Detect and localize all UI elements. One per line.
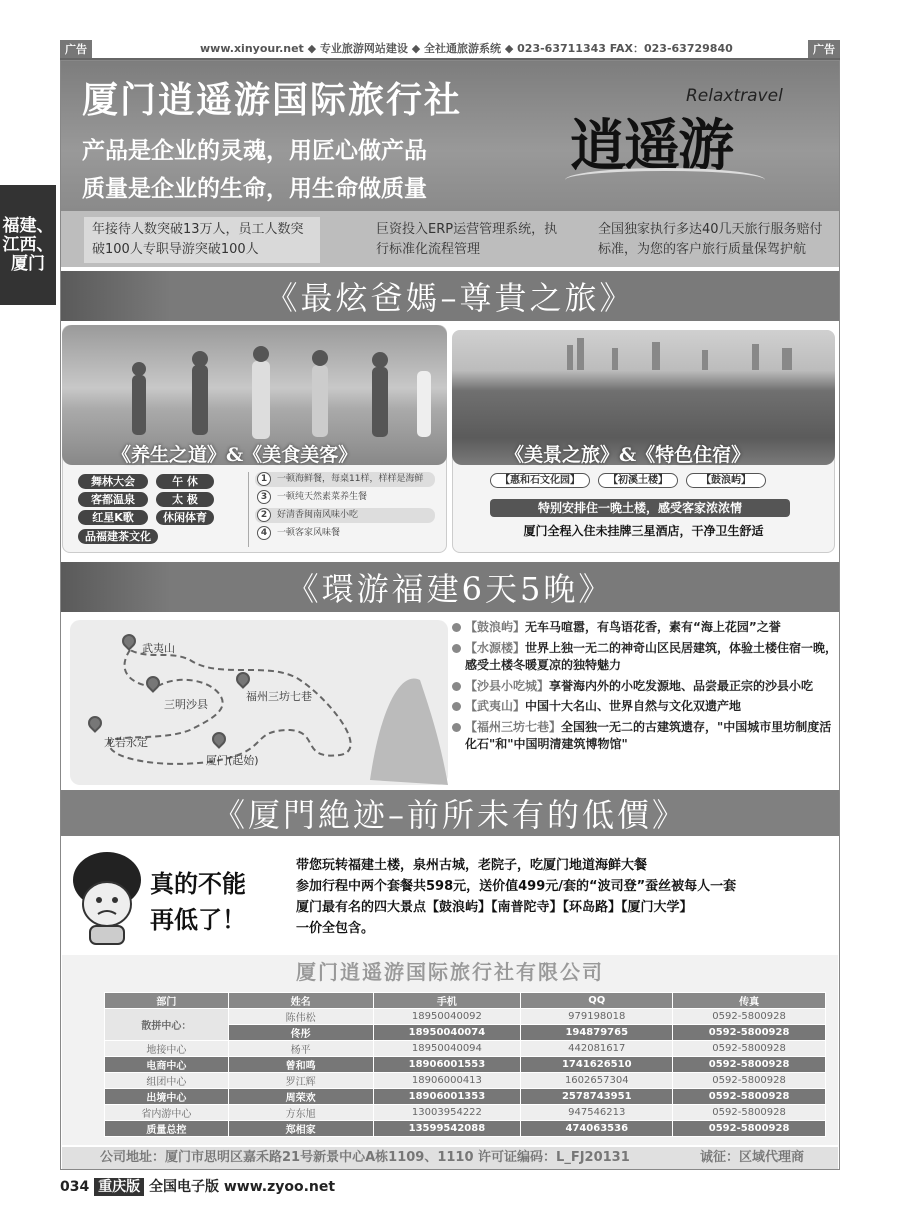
spot-gulangyu: 【鼓浪屿】 xyxy=(686,473,766,488)
meal-3 xyxy=(255,490,435,505)
col-dept: 部门 xyxy=(105,993,229,1009)
tulou-note: 特别安排住一晚土楼，感受客家浓浓情 xyxy=(490,499,790,517)
cell-name: 曾和鸣 xyxy=(228,1057,373,1073)
partner-wanted: 诚征：区域代理商 xyxy=(699,1150,804,1165)
section-title-low-price xyxy=(61,790,839,836)
highlight-key: 【武夷山】 xyxy=(465,699,526,713)
col-phone: 手机 xyxy=(373,993,521,1009)
cell-dept: 散拼中心： xyxy=(105,1009,229,1041)
low-price-details xyxy=(296,855,736,939)
agency-title: 厦门逍遥游国际旅行社 xyxy=(82,79,463,121)
section-title-text: 《最炫爸媽–尊貴之旅》 xyxy=(265,279,635,317)
table-row xyxy=(105,1041,826,1057)
cell-phone: 13599542088 xyxy=(373,1121,521,1137)
table-row xyxy=(105,1009,826,1025)
cell-name: 周荣欢 xyxy=(228,1089,373,1105)
cell-name: 方东旭 xyxy=(228,1105,373,1121)
map-label-wuyishan: 武夷山 xyxy=(142,642,175,655)
feature-erp: 巨资投入ERP运营管理系统，执行标准化流程管理 xyxy=(376,222,558,257)
highlight-wuyishan xyxy=(452,698,842,716)
section-title-fujian-tour xyxy=(61,562,839,612)
pill-taichi: 太 极 xyxy=(156,492,214,507)
pill-nap: 午 休 xyxy=(156,474,214,489)
detail-line: 一价全包含。 xyxy=(296,921,375,936)
cell-phone: 18906000413 xyxy=(373,1073,521,1089)
feature-compensation: 全国独家执行多达40几天旅行服务赔付标准，为您的客户旅行质量保驾护航 xyxy=(598,222,823,257)
highlight-shaxian xyxy=(452,678,842,696)
cell-qq: 947546213 xyxy=(521,1105,673,1121)
caption-scenery-lodging: 《美景之旅》&《特色住宿》 xyxy=(505,444,751,466)
big-line-2: 再低了！ xyxy=(150,906,246,934)
table-row xyxy=(105,1073,826,1089)
company-address: 公司地址：厦门市思明区嘉禾路21号新景中心A栋1109、1110 许可证编码：L_FJ20131 xyxy=(100,1150,630,1165)
detail-line: 参加行程中两个套餐共598元，送价值499元/套的“波司登”蚕丝被每人一套 xyxy=(296,879,737,894)
company-name: 厦门逍遥游国际旅行社有限公司 xyxy=(296,960,604,984)
cell-fax: 0592-5800928 xyxy=(673,1105,826,1121)
cell-qq: 979198018 xyxy=(521,1009,673,1025)
pill-tea: 品福建茶文化 xyxy=(78,529,158,544)
detail-line: 带您玩转福建土楼，泉州古城，老院子，吃厦门地道海鲜大餐 xyxy=(296,858,648,873)
mushroom-head-icon xyxy=(70,848,144,946)
cell-fax: 0592-5800928 xyxy=(673,1089,826,1105)
meal-number: 2 xyxy=(257,508,271,522)
meal-text: 好清香闽南风味小吃 xyxy=(277,510,359,520)
highlight-fuzhou xyxy=(452,719,842,754)
meal-number: 4 xyxy=(257,526,271,540)
logo-swoosh-icon xyxy=(565,168,765,192)
cell-fax: 0592-5800928 xyxy=(673,1121,826,1137)
cell-name: 杨平 xyxy=(228,1041,373,1057)
bullet-icon xyxy=(452,702,461,711)
cell-qq: 194879765 xyxy=(521,1025,673,1041)
cell-name: 陈伟松 xyxy=(228,1009,373,1025)
cell-dept: 出境中心 xyxy=(105,1089,229,1105)
cell-phone: 18950040094 xyxy=(373,1041,521,1057)
meal-text: 一顿纯天然素菜养生餐 xyxy=(277,492,368,502)
cell-fax: 0592-5800928 xyxy=(673,1025,826,1041)
edition-badge: 重庆版 xyxy=(94,1178,144,1196)
spot-huihe: 【惠和石文化园】 xyxy=(490,473,590,488)
highlight-value: 享誉海内外的小吃发源地、品尝最正宗的沙县小吃 xyxy=(549,678,814,693)
highlight-value: 世界上独一无二的神奇山区民居建筑，体验土楼住宿一晚，感受土楼冬暖夏凉的独特魅力 xyxy=(465,640,838,672)
col-name: 姓名 xyxy=(228,993,373,1009)
address-bar xyxy=(62,1147,838,1169)
slogan-1: 产品是企业的灵魂，用匠心做产品 xyxy=(82,138,427,164)
spot-chuxi: 【初溪土楼】 xyxy=(598,473,678,488)
meal-text: 一顿客家风味餐 xyxy=(277,528,341,538)
page-number: 034 xyxy=(60,1179,90,1195)
cell-qq: 474063536 xyxy=(521,1121,673,1137)
top-contact-line: www.xinyour.net ◆ 专业旅游网站建设 ◆ 全社通旅游系统 ◆ 023-63711343 FAX：023-63729840 xyxy=(200,42,733,55)
map-label-xiamen: 厦门(起始) xyxy=(206,754,259,767)
highlight-value: 中国十大名山、世界自然与文化双遗产地 xyxy=(525,699,742,713)
cell-name: 郑相家 xyxy=(228,1121,373,1137)
contact-table xyxy=(104,992,826,1137)
spot-pills xyxy=(490,473,790,488)
col-fax: 传真 xyxy=(673,993,826,1009)
bullet-icon xyxy=(452,623,461,632)
detail-line: 厦门最有名的四大景点【鼓浪屿】【南普陀寺】【环岛路】【厦门大学】 xyxy=(296,900,693,915)
logo-chinese: 逍遥游 xyxy=(570,113,732,179)
meal-4 xyxy=(255,526,435,541)
caption-health-food: 《养生之道》&《美食美客》 xyxy=(112,444,358,466)
cell-qq: 1741626510 xyxy=(521,1057,673,1073)
pill-spa: 客都温泉 xyxy=(78,492,148,507)
cell-phone: 13003954222 xyxy=(373,1105,521,1121)
map-label-fuzhou: 福州三坊七巷 xyxy=(246,690,312,703)
table-row xyxy=(105,1057,826,1073)
section-title-parents-tour xyxy=(61,271,839,321)
highlight-value: 全国独一无二的古建筑遗存，"中国城市里坊制度活化石"和"中国明清建筑博物馆" xyxy=(465,719,832,751)
cell-qq: 442081617 xyxy=(521,1041,673,1057)
feature-scale: 年接待人数突破13万人，员工人数突破100人专职导游突破100人 xyxy=(84,217,320,263)
highlight-key: 【福州三坊七巷】 xyxy=(465,719,562,734)
bullet-icon xyxy=(452,723,461,732)
cell-phone: 18950040074 xyxy=(373,1025,521,1041)
ad-tag-right: 广告 xyxy=(808,40,840,58)
route-map xyxy=(70,620,448,785)
meal-number: 3 xyxy=(257,490,271,504)
title-photo xyxy=(61,271,171,321)
bullet-icon xyxy=(452,644,461,653)
side-region-tab: 福建、江西、厦门 xyxy=(0,185,56,305)
highlight-value: 无车马喧嚣，有鸟语花香，素有“海上花园”之誉 xyxy=(525,620,781,634)
cell-phone: 18906001353 xyxy=(373,1089,521,1105)
highlight-shuiyuan xyxy=(452,640,842,675)
table-row xyxy=(105,1121,826,1137)
title-photo xyxy=(61,562,171,612)
section-title-text: 《環游福建6天5晚》 xyxy=(286,570,614,608)
big-line-1: 真的不能 xyxy=(150,870,246,898)
bullet-icon xyxy=(452,682,461,691)
cell-fax: 0592-5800928 xyxy=(673,1073,826,1089)
section-title-text: 《厦門絶迹–前所未有的低價》 xyxy=(212,796,687,834)
highlight-key: 【鼓浪屿】 xyxy=(465,620,526,634)
cell-phone: 18950040092 xyxy=(373,1009,521,1025)
map-label-longyan: 龙岩永定 xyxy=(104,736,148,749)
highlight-gulangyu xyxy=(452,619,842,637)
cell-qq: 1602657304 xyxy=(521,1073,673,1089)
cell-name: 罗江辉 xyxy=(228,1073,373,1089)
ad-tag-left: 广告 xyxy=(60,40,92,58)
footer-url[interactable]: www.zyoo.net xyxy=(223,1179,336,1195)
cell-dept: 质量总控 xyxy=(105,1121,229,1137)
table-header xyxy=(105,993,826,1009)
meal-1 xyxy=(255,472,435,487)
logo-english: Relaxtravel xyxy=(686,86,783,106)
cell-dept: 省内游中心 xyxy=(105,1105,229,1121)
cell-dept: 电商中心 xyxy=(105,1057,229,1073)
highlight-key: 【沙县小吃城】 xyxy=(465,678,550,693)
table-row xyxy=(105,1089,826,1105)
cell-name: 佟彤 xyxy=(228,1025,373,1041)
pill-karaoke: 红星K歌 xyxy=(78,510,148,525)
cell-fax: 0592-5800928 xyxy=(673,1009,826,1025)
cell-dept: 组团中心 xyxy=(105,1073,229,1089)
pill-dance: 舞林大会 xyxy=(78,474,148,489)
slogan-2: 质量是企业的生命，用生命做质量 xyxy=(82,176,427,202)
cell-dept: 地接中心 xyxy=(105,1041,229,1057)
cell-fax: 0592-5800928 xyxy=(673,1057,826,1073)
meal-2 xyxy=(255,508,435,523)
cell-phone: 18906001553 xyxy=(373,1057,521,1073)
cannot-be-lower-text xyxy=(150,866,246,938)
page-footer xyxy=(60,1176,335,1196)
hotel-note: 厦门全程入住未挂牌三星酒店，干净卫生舒适 xyxy=(523,524,764,538)
pill-sports: 休闲体育 xyxy=(156,510,214,525)
highlight-key: 【水源楼】 xyxy=(465,640,526,655)
meal-number: 1 xyxy=(257,472,271,486)
cell-qq: 2578743951 xyxy=(521,1089,673,1105)
table-row xyxy=(105,1105,826,1121)
meal-text: 一顿海鲜餐，每桌11样，样样是海鲜 xyxy=(277,474,424,484)
tour-highlights xyxy=(452,619,842,789)
map-label-sanming: 三明沙县 xyxy=(164,698,208,711)
divider xyxy=(248,472,249,547)
footer-text: 全国电子版 xyxy=(148,1179,219,1195)
col-qq: QQ xyxy=(521,993,673,1009)
meal-list xyxy=(255,472,435,541)
cell-fax: 0592-5800928 xyxy=(673,1041,826,1057)
